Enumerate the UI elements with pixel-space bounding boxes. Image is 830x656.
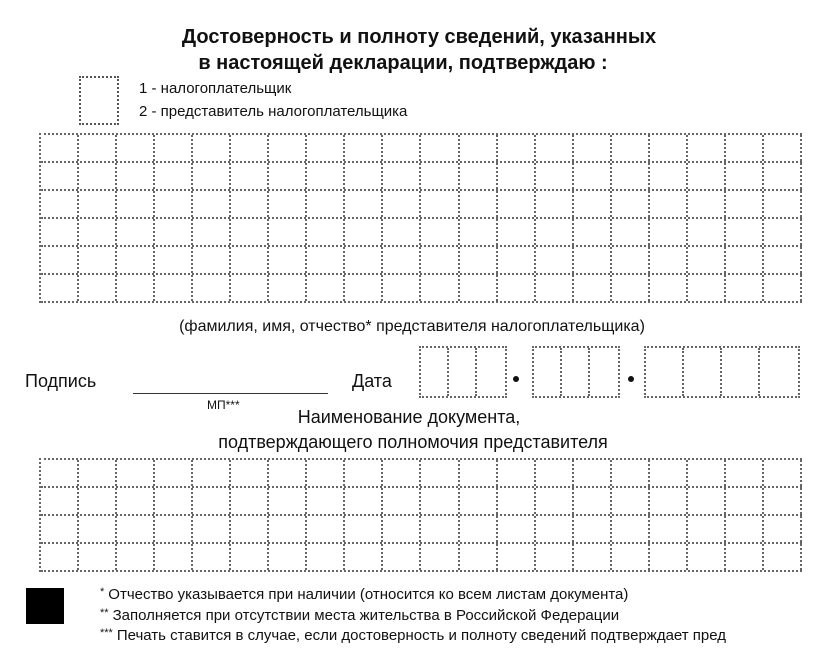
letter-cell[interactable] — [117, 488, 155, 514]
letter-cell[interactable] — [155, 219, 193, 245]
letter-cell[interactable] — [117, 516, 155, 542]
letter-cell[interactable] — [231, 544, 269, 570]
letter-cell[interactable] — [307, 516, 345, 542]
letter-cell[interactable] — [79, 460, 117, 486]
letter-cell[interactable] — [383, 191, 421, 217]
letter-cell[interactable] — [155, 516, 193, 542]
letter-cell[interactable] — [117, 135, 155, 161]
letter-cell[interactable] — [612, 191, 650, 217]
letter-cell[interactable] — [193, 544, 231, 570]
date-day-field[interactable] — [419, 346, 507, 398]
letter-cell[interactable] — [231, 247, 269, 273]
grid-row — [41, 516, 802, 544]
stamp-label: МП*** — [207, 398, 240, 412]
letter-cell[interactable] — [498, 135, 536, 161]
footnote-2-mark: ** — [100, 607, 109, 619]
letter-cell[interactable] — [231, 191, 269, 217]
letter-cell[interactable] — [421, 163, 459, 189]
letter-cell[interactable] — [41, 460, 79, 486]
letter-cell[interactable] — [345, 275, 383, 301]
letter-cell[interactable] — [460, 544, 498, 570]
letter-cell[interactable] — [117, 163, 155, 189]
letter-cell[interactable] — [383, 247, 421, 273]
letter-cell[interactable] — [383, 275, 421, 301]
letter-cell[interactable] — [612, 275, 650, 301]
letter-cell[interactable] — [764, 275, 802, 301]
letter-cell[interactable] — [383, 460, 421, 486]
letter-cell[interactable] — [345, 544, 383, 570]
date-month-field[interactable] — [532, 346, 620, 398]
corner-marker — [26, 588, 64, 624]
grid-row — [41, 191, 802, 219]
letter-cell[interactable] — [79, 247, 117, 273]
letter-cell[interactable] — [269, 488, 307, 514]
letter-cell[interactable] — [650, 544, 688, 570]
letter-cell[interactable] — [574, 275, 612, 301]
letter-cell[interactable] — [764, 191, 802, 217]
letter-cell[interactable] — [460, 247, 498, 273]
grid-row — [41, 247, 802, 275]
letter-cell[interactable] — [79, 163, 117, 189]
letter-cell[interactable] — [383, 163, 421, 189]
letter-cell[interactable] — [421, 516, 459, 542]
role-input-box[interactable] — [79, 76, 119, 125]
letter-cell[interactable] — [269, 544, 307, 570]
grid-row — [41, 544, 802, 572]
letter-cell[interactable] — [726, 488, 764, 514]
letter-cell[interactable] — [307, 219, 345, 245]
letter-cell[interactable] — [41, 191, 79, 217]
letter-cell[interactable] — [269, 460, 307, 486]
letter-cell[interactable] — [117, 460, 155, 486]
letter-cell[interactable] — [41, 219, 79, 245]
letter-cell[interactable] — [41, 488, 79, 514]
letter-cell[interactable] — [498, 191, 536, 217]
letter-cell[interactable] — [155, 460, 193, 486]
document-name-grid[interactable] — [39, 458, 802, 572]
letter-cell[interactable] — [460, 219, 498, 245]
date-day-cell[interactable] — [449, 348, 477, 396]
letter-cell[interactable] — [421, 135, 459, 161]
representative-name-grid[interactable] — [39, 133, 802, 303]
letter-cell[interactable] — [231, 516, 269, 542]
letter-cell[interactable] — [345, 191, 383, 217]
letter-cell[interactable] — [269, 191, 307, 217]
letter-cell[interactable] — [231, 135, 269, 161]
letter-cell[interactable] — [764, 488, 802, 514]
letter-cell[interactable] — [460, 135, 498, 161]
letter-cell[interactable] — [612, 163, 650, 189]
fio-caption: (фамилия, имя, отчество* представителя налогоплательщика) — [179, 318, 645, 335]
letter-cell[interactable] — [574, 191, 612, 217]
date-year-cell[interactable] — [722, 348, 760, 396]
letter-cell[interactable] — [650, 163, 688, 189]
letter-cell[interactable] — [688, 191, 726, 217]
letter-cell[interactable] — [688, 460, 726, 486]
letter-cell[interactable] — [574, 488, 612, 514]
letter-cell[interactable] — [764, 460, 802, 486]
role-option-taxpayer: 1 - налогоплательщик — [139, 80, 292, 97]
letter-cell[interactable] — [650, 191, 688, 217]
letter-cell[interactable] — [574, 247, 612, 273]
letter-cell[interactable] — [498, 488, 536, 514]
letter-cell[interactable] — [421, 275, 459, 301]
letter-cell[interactable] — [269, 135, 307, 161]
letter-cell[interactable] — [421, 219, 459, 245]
letter-cell[interactable] — [155, 163, 193, 189]
letter-cell[interactable] — [193, 460, 231, 486]
letter-cell[interactable] — [117, 544, 155, 570]
letter-cell[interactable] — [460, 488, 498, 514]
letter-cell[interactable] — [117, 247, 155, 273]
letter-cell[interactable] — [498, 247, 536, 273]
form-title-line1: Достоверность и полноту сведений, указанных — [181, 26, 657, 48]
grid-row — [41, 219, 802, 247]
letter-cell[interactable] — [726, 191, 764, 217]
letter-cell[interactable] — [345, 219, 383, 245]
letter-cell[interactable] — [536, 219, 574, 245]
letter-cell[interactable] — [79, 135, 117, 161]
letter-cell[interactable] — [345, 247, 383, 273]
letter-cell[interactable] — [536, 135, 574, 161]
letter-cell[interactable] — [307, 544, 345, 570]
letter-cell[interactable] — [307, 135, 345, 161]
footnote-1-mark: * — [100, 586, 105, 598]
form-title-line2: в настоящей декларации, подтверждаю : — [198, 52, 608, 74]
letter-cell[interactable] — [612, 219, 650, 245]
letter-cell[interactable] — [650, 247, 688, 273]
letter-cell[interactable] — [269, 163, 307, 189]
letter-cell[interactable] — [536, 460, 574, 486]
letter-cell[interactable] — [307, 247, 345, 273]
letter-cell[interactable] — [41, 516, 79, 542]
letter-cell[interactable] — [421, 191, 459, 217]
letter-cell[interactable] — [155, 191, 193, 217]
letter-cell[interactable] — [193, 191, 231, 217]
letter-cell[interactable] — [383, 516, 421, 542]
letter-cell[interactable] — [726, 544, 764, 570]
document-name-label-line1: Наименование документа, — [297, 407, 521, 427]
role-option-representative: 2 - представитель налогоплательщика — [139, 103, 408, 120]
letter-cell[interactable] — [764, 219, 802, 245]
letter-cell[interactable] — [155, 135, 193, 161]
letter-cell[interactable] — [650, 488, 688, 514]
footnote-3-text: Печать ставится в случае, если достоверность и полноту сведений подтверждает пред — [116, 627, 727, 644]
letter-cell[interactable] — [612, 247, 650, 273]
letter-cell[interactable] — [536, 247, 574, 273]
letter-cell[interactable] — [41, 163, 79, 189]
letter-cell[interactable] — [498, 516, 536, 542]
letter-cell[interactable] — [460, 163, 498, 189]
letter-cell[interactable] — [193, 163, 231, 189]
letter-cell[interactable] — [688, 219, 726, 245]
date-separator-dot — [513, 376, 519, 382]
letter-cell[interactable] — [726, 135, 764, 161]
letter-cell[interactable] — [460, 275, 498, 301]
letter-cell[interactable] — [307, 488, 345, 514]
letter-cell[interactable] — [383, 135, 421, 161]
letter-cell[interactable] — [269, 275, 307, 301]
date-month-cell[interactable] — [534, 348, 562, 396]
date-year-field[interactable] — [644, 346, 800, 398]
letter-cell[interactable] — [460, 191, 498, 217]
letter-cell[interactable] — [612, 135, 650, 161]
letter-cell[interactable] — [345, 488, 383, 514]
letter-cell[interactable] — [307, 163, 345, 189]
letter-cell[interactable] — [41, 135, 79, 161]
letter-cell[interactable] — [498, 544, 536, 570]
letter-cell[interactable] — [726, 163, 764, 189]
signature-label: Подпись — [25, 371, 97, 391]
date-year-cell[interactable] — [760, 348, 798, 396]
letter-cell[interactable] — [574, 516, 612, 542]
letter-cell[interactable] — [117, 219, 155, 245]
letter-cell[interactable] — [117, 275, 155, 301]
letter-cell[interactable] — [155, 275, 193, 301]
letter-cell[interactable] — [688, 488, 726, 514]
letter-cell[interactable] — [612, 460, 650, 486]
letter-cell[interactable] — [688, 544, 726, 570]
letter-cell[interactable] — [650, 460, 688, 486]
letter-cell[interactable] — [764, 544, 802, 570]
grid-row — [41, 163, 802, 191]
letter-cell[interactable] — [574, 460, 612, 486]
letter-cell[interactable] — [650, 516, 688, 542]
letter-cell[interactable] — [383, 219, 421, 245]
letter-cell[interactable] — [269, 247, 307, 273]
letter-cell[interactable] — [193, 516, 231, 542]
letter-cell[interactable] — [231, 275, 269, 301]
document-name-label-line2: подтверждающего полномочия представителя — [218, 432, 608, 452]
letter-cell[interactable] — [79, 488, 117, 514]
date-year-cell[interactable] — [684, 348, 722, 396]
letter-cell[interactable] — [536, 488, 574, 514]
letter-cell[interactable] — [612, 516, 650, 542]
letter-cell[interactable] — [726, 275, 764, 301]
letter-cell[interactable] — [383, 544, 421, 570]
letter-cell[interactable] — [574, 135, 612, 161]
letter-cell[interactable] — [536, 516, 574, 542]
letter-cell[interactable] — [421, 488, 459, 514]
letter-cell[interactable] — [574, 544, 612, 570]
letter-cell[interactable] — [460, 460, 498, 486]
letter-cell[interactable] — [193, 275, 231, 301]
letter-cell[interactable] — [764, 247, 802, 273]
letter-cell[interactable] — [498, 219, 536, 245]
date-day-cell[interactable] — [477, 348, 505, 396]
footnote-3-mark: *** — [100, 627, 113, 639]
letter-cell[interactable] — [79, 516, 117, 542]
letter-cell[interactable] — [193, 135, 231, 161]
letter-cell[interactable] — [764, 163, 802, 189]
letter-cell[interactable] — [421, 544, 459, 570]
letter-cell[interactable] — [498, 460, 536, 486]
letter-cell[interactable] — [345, 135, 383, 161]
letter-cell[interactable] — [231, 460, 269, 486]
letter-cell[interactable] — [574, 163, 612, 189]
letter-cell[interactable] — [193, 219, 231, 245]
letter-cell[interactable] — [726, 247, 764, 273]
letter-cell[interactable] — [460, 516, 498, 542]
footnote-2 — [100, 607, 619, 624]
letter-cell[interactable] — [269, 219, 307, 245]
letter-cell[interactable] — [307, 275, 345, 301]
letter-cell[interactable] — [345, 163, 383, 189]
letter-cell[interactable] — [41, 544, 79, 570]
letter-cell[interactable] — [193, 488, 231, 514]
letter-cell[interactable] — [764, 135, 802, 161]
footnote-2-text: Заполняется при отсутствии места жительства в Российской Федерации — [112, 607, 620, 624]
letter-cell[interactable] — [650, 275, 688, 301]
letter-cell[interactable] — [650, 219, 688, 245]
letter-cell[interactable] — [726, 460, 764, 486]
letter-cell[interactable] — [421, 247, 459, 273]
letter-cell[interactable] — [41, 275, 79, 301]
grid-row — [41, 275, 802, 303]
letter-cell[interactable] — [155, 488, 193, 514]
footnote-3 — [100, 627, 726, 644]
date-year-cell[interactable] — [646, 348, 684, 396]
letter-cell[interactable] — [498, 163, 536, 189]
letter-cell[interactable] — [307, 460, 345, 486]
letter-cell[interactable] — [688, 163, 726, 189]
letter-cell[interactable] — [688, 135, 726, 161]
letter-cell[interactable] — [536, 275, 574, 301]
letter-cell[interactable] — [574, 219, 612, 245]
letter-cell[interactable] — [79, 275, 117, 301]
letter-cell[interactable] — [536, 191, 574, 217]
letter-cell[interactable] — [383, 488, 421, 514]
letter-cell[interactable] — [79, 544, 117, 570]
letter-cell[interactable] — [307, 191, 345, 217]
letter-cell[interactable] — [536, 163, 574, 189]
letter-cell[interactable] — [79, 191, 117, 217]
date-separator-dot — [628, 376, 634, 382]
date-month-cell[interactable] — [562, 348, 590, 396]
letter-cell[interactable] — [421, 460, 459, 486]
date-month-cell[interactable] — [590, 348, 618, 396]
letter-cell[interactable] — [536, 544, 574, 570]
letter-cell[interactable] — [41, 247, 79, 273]
date-label: Дата — [352, 371, 392, 391]
letter-cell[interactable] — [612, 488, 650, 514]
letter-cell[interactable] — [498, 275, 536, 301]
letter-cell[interactable] — [688, 275, 726, 301]
letter-cell[interactable] — [231, 163, 269, 189]
letter-cell[interactable] — [345, 460, 383, 486]
letter-cell[interactable] — [231, 219, 269, 245]
footnote-1 — [100, 586, 628, 603]
letter-cell[interactable] — [726, 516, 764, 542]
letter-cell[interactable] — [688, 247, 726, 273]
letter-cell[interactable] — [269, 516, 307, 542]
letter-cell[interactable] — [155, 247, 193, 273]
letter-cell[interactable] — [117, 191, 155, 217]
footnote-1-text: Отчество указывается при наличии (относится ко всем листам документа) — [108, 586, 629, 603]
letter-cell[interactable] — [231, 488, 269, 514]
grid-row — [41, 488, 802, 516]
letter-cell[interactable] — [764, 516, 802, 542]
grid-row — [41, 460, 802, 488]
letter-cell[interactable] — [688, 516, 726, 542]
letter-cell[interactable] — [345, 516, 383, 542]
letter-cell[interactable] — [79, 219, 117, 245]
letter-cell[interactable] — [612, 544, 650, 570]
grid-row — [41, 135, 802, 163]
letter-cell[interactable] — [726, 219, 764, 245]
letter-cell[interactable] — [155, 544, 193, 570]
letter-cell[interactable] — [193, 247, 231, 273]
signature-line[interactable] — [133, 393, 328, 394]
date-day-cell[interactable] — [421, 348, 449, 396]
letter-cell[interactable] — [650, 135, 688, 161]
